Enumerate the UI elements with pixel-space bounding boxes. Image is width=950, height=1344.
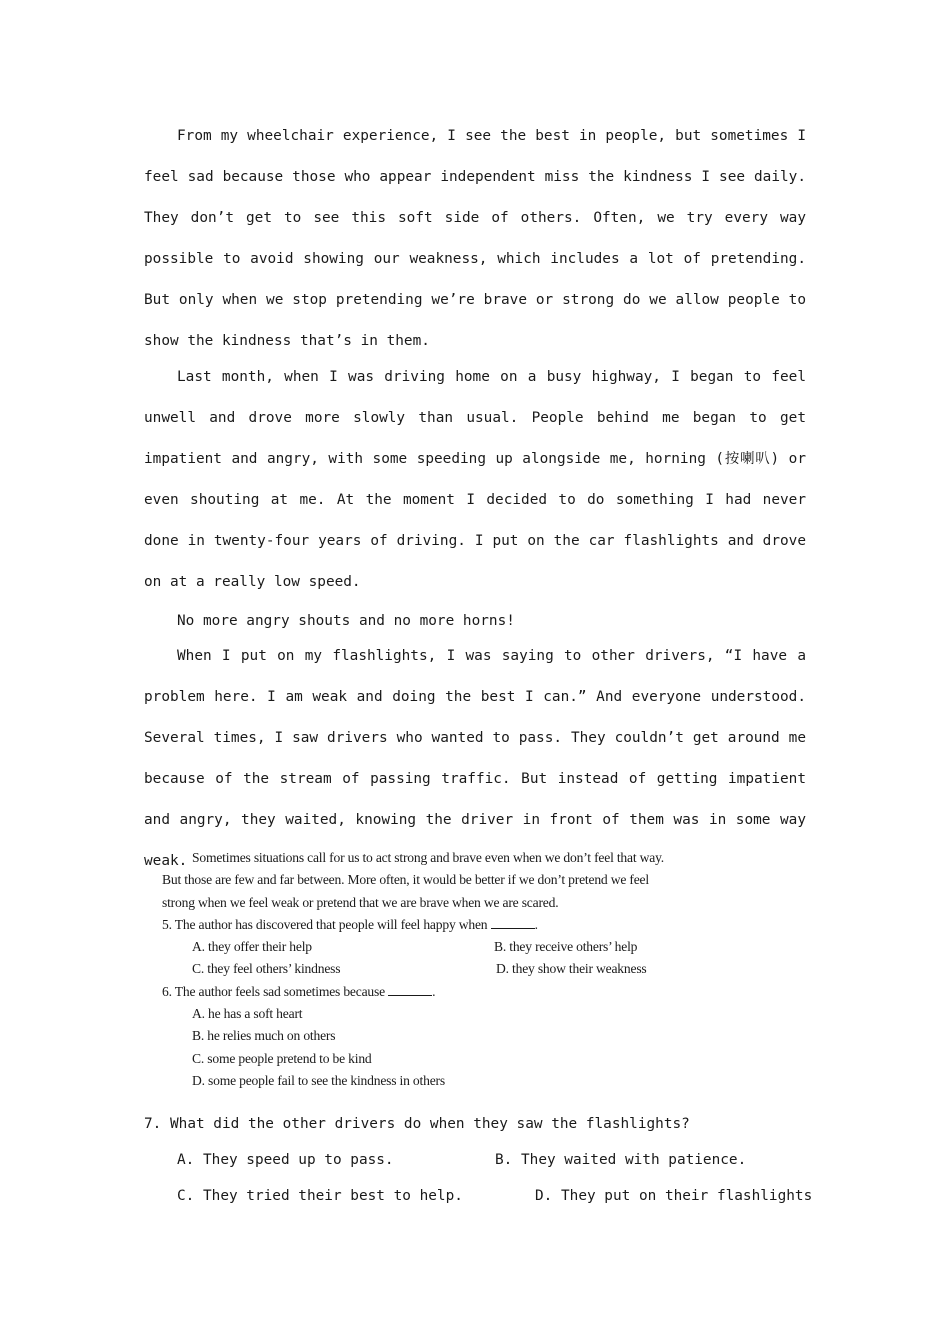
question-5-stem: 5. The author has discovered that people will feel happy when .: [162, 916, 538, 932]
paragraph-1: From my wheelchair experience, I see the best in people, but sometimes I feel sad because those who appear independent miss the kindness I see daily. They don’t get to see this soft side of others. Often, we try every way possible to avoid showing our weakness, which includes a lot of pretending. But only when we stop pretending we’re brave or strong do we allow people to show the kindness that’s in them.: [144, 128, 806, 349]
q7-option-d[interactable]: D. They put on their flashlights: [535, 1188, 813, 1204]
q6-option-d[interactable]: D. some people fail to see the kindness in others: [192, 1072, 445, 1088]
q5-option-c[interactable]: C. they feel others’ kindness: [192, 961, 341, 977]
closing-line-2: But those are few and far between. More often, it would be better if we don’t pretend we feel: [162, 872, 649, 888]
answer-blank-6[interactable]: [388, 983, 432, 996]
question-6-stem: 6. The author feels sad sometimes because .: [162, 983, 436, 999]
paragraph-3: No more angry shouts and no more horns!: [177, 613, 515, 629]
q6-option-c[interactable]: C. some people pretend to be kind: [192, 1050, 372, 1066]
reading-passage: [144, 116, 806, 882]
paragraph-4: When I put on my flashlights, I was saying to other drivers, “I have a problem here. I am weak and doing the best I can.” And everyone understood. Several times, I saw drivers who wanted to pass. They couldn’t get around me because of the stream of passing traffic. But instead of getting impatient and angry, they waited, knowing the driver in front of them was in some way weak.: [144, 648, 806, 869]
question-5-text: 5. The author has discovered that people will feel happy when: [162, 916, 488, 932]
q6-option-a[interactable]: A. he has a soft heart: [192, 1006, 303, 1022]
question-7-options-row-1: [144, 1142, 806, 1178]
q6-option-b[interactable]: B. he relies much on others: [192, 1028, 336, 1044]
paragraph-2: Last month, when I was driving home on a busy highway, I began to feel unwell and drove more slowly than usual. People behind me began to get impatient and angry, with some speeding up alongside me, horning (按喇叭) or even shouting at me. At the moment I decided to do something I had never done in twenty-four years of driving. I put on the car flashlights and drove on at a really low speed.: [144, 369, 806, 590]
closing-and-questions: [162, 847, 762, 1092]
q7-option-c[interactable]: C. They tried their best to help.: [177, 1188, 463, 1204]
q5-option-d[interactable]: D. they show their weakness: [496, 961, 647, 977]
question-6-text: 6. The author feels sad sometimes because: [162, 983, 385, 999]
question-7: [144, 1106, 813, 1214]
q7-option-a[interactable]: A. They speed up to pass.: [177, 1152, 394, 1168]
q7-option-b[interactable]: B. They waited with patience.: [495, 1152, 747, 1168]
answer-blank-5[interactable]: [491, 916, 535, 929]
question-5-options-row-1: [162, 936, 762, 958]
question-7-stem: 7. What did the other drivers do when they saw the flashlights?: [144, 1116, 690, 1132]
q5-option-a[interactable]: A. they offer their help: [192, 939, 312, 955]
q5-option-b[interactable]: B. they receive others’ help: [494, 939, 638, 955]
question-5-options-row-2: [162, 958, 762, 980]
question-7-options-row-2: [144, 1178, 813, 1214]
closing-line-1: Sometimes situations call for us to act strong and brave even when we don’t feel that way.: [192, 850, 664, 865]
closing-line-3: strong when we feel weak or pretend that we are brave when we are scared.: [162, 894, 559, 910]
